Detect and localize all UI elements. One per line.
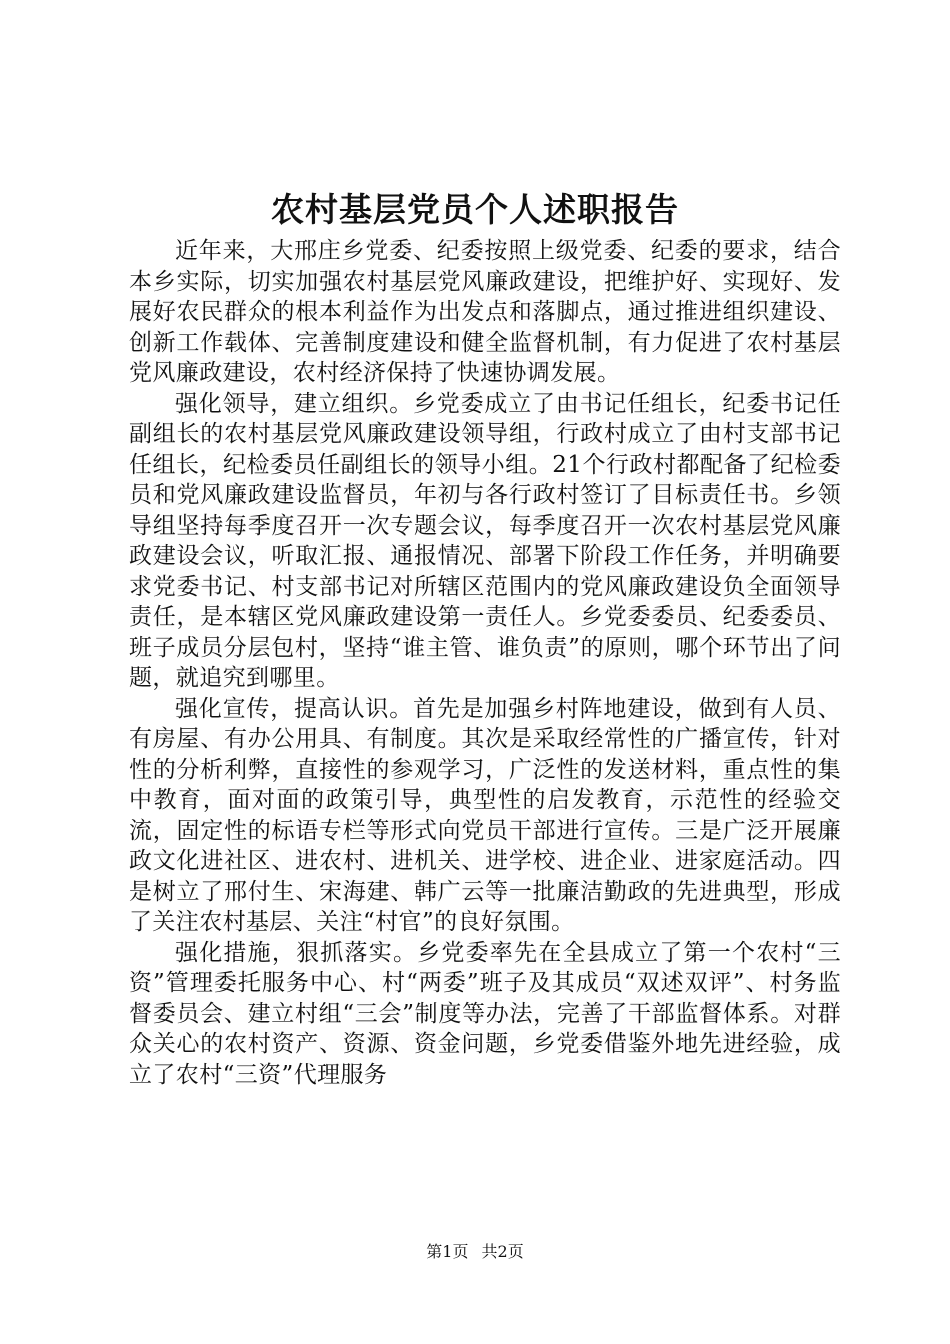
- paragraph-intro: 近年来，大邢庄乡党委、纪委按照上级党委、纪委的要求，结合本乡实际，切实加强农村基层党风廉政建设，把维护好、实现好、发展好农民群众的根本利益作为出发点和落脚点，通过推进组织建设、创新工作载体、完善制度建设和健全监督机制，有力促进了农村基层党风廉政建设，农村经济保持了快速协调发展。: [129, 238, 841, 386]
- document-title: 农村基层党员个人述职报告: [271, 190, 679, 229]
- document-body: [129, 236, 841, 1090]
- page-number-current: 第1页: [426, 1242, 469, 1261]
- page-number-total: 共2页: [481, 1242, 524, 1261]
- paragraph-leadership: 强化领导，建立组织。乡党委成立了由书记任组长，纪委书记任副组长的农村基层党风廉政建设领导组，行政村成立了由村支部书记任组长，纪检委员任副组长的领导小组。21个行政村都配备了纪检委员和党风廉政建设监督员，年初与各行政村签订了目标责任书。乡领导组坚持每季度召开一次专题会议，每季度召开一次农村基层党风廉政建设会议，听取汇报、通报情况、部署下阶段工作任务，并明确要求党委书记、村支部书记对所辖区范围内的党风廉政建设负全面领导责任，是本辖区党风廉政建设第一责任人。乡党委委员、纪委委员、班子成员分层包村，坚持“谁主管、谁负责”的原则，哪个环节出了问题，就追究到哪里。: [129, 390, 841, 691]
- paragraph-publicity: 强化宣传，提高认识。首先是加强乡村阵地建设，做到有人员、有房屋、有办公用具、有制度。其次是采取经常性的广播宣传，针对性的分析利弊，直接性的参观学习，广泛性的发送材料，重点性的集中教育，面对面的政策引导，典型性的启发教育，示范性的经验交流，固定性的标语专栏等形式向党员干部进行宣传。三是广泛开展廉政文化进社区、进农村、进机关、进学校、进企业、进家庭活动。四是树立了邢付生、宋海建、韩广云等一批廉洁勤政的先进典型，形成了关注农村基层、关注“村官”的良好氛围。: [129, 695, 841, 935]
- page-footer: [0, 1241, 950, 1263]
- paragraph-measures: 强化措施，狠抓落实。乡党委率先在全县成立了第一个农村“三资”管理委托服务中心、村“两委”班子及其成员“双述双评”、村务监督委员会、建立村组“三会”制度等办法，完善了干部监督体系。对群众关心的农村资产、资源、资金问题，乡党委借鉴外地先进经验，成立了农村“三资”代理服务: [129, 939, 841, 1088]
